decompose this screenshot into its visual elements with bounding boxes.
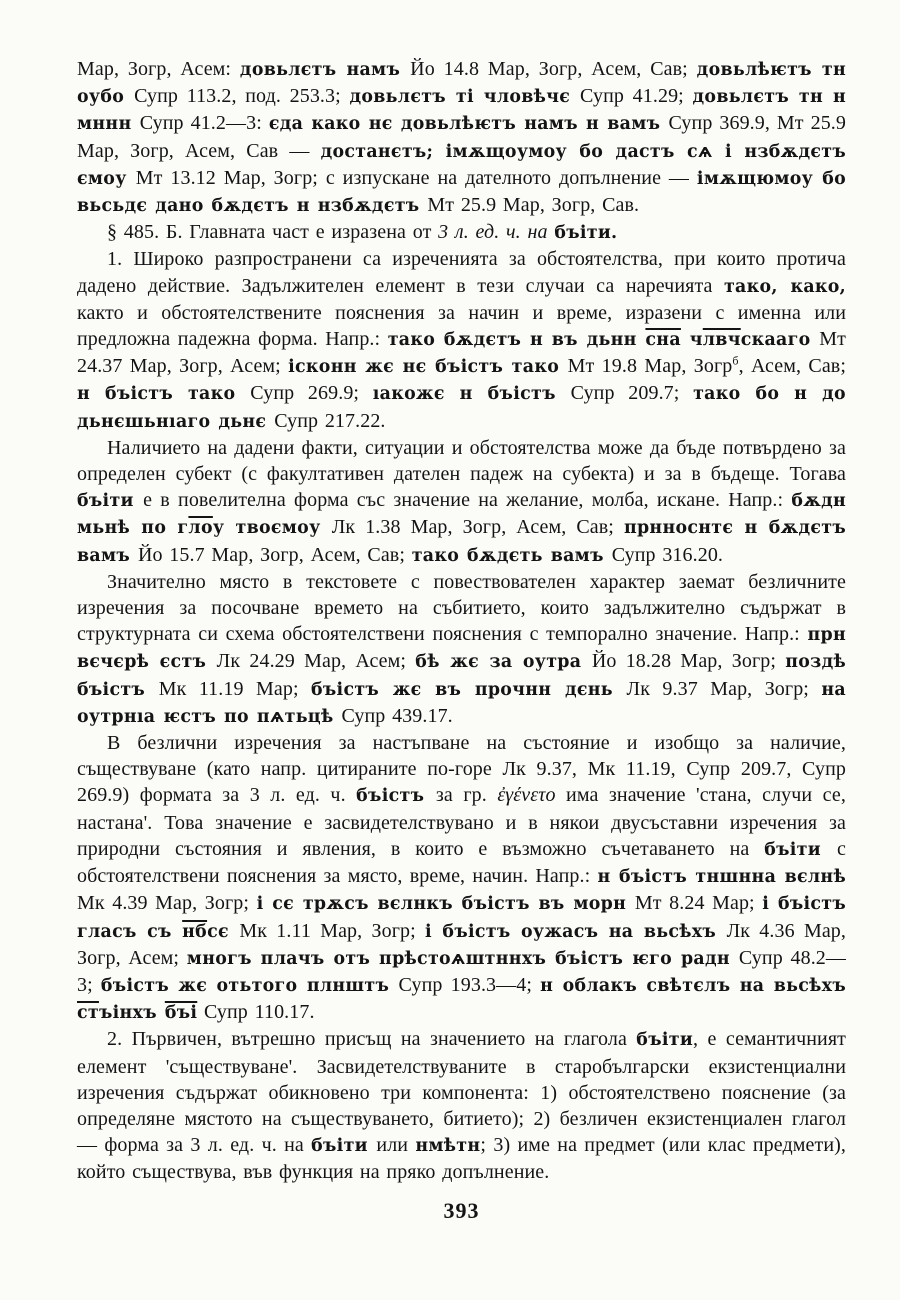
ocs-quote-run: єда како нє довьлѣѥтъ намъ н вамъ [268,114,669,135]
text-run: за гр. [435,784,498,807]
text-run: Супр 113.2, под. 253.3; [134,85,350,108]
paragraph-5 [77,569,846,730]
text-run: Супр 110.17. [197,1001,315,1024]
text-run: Лк 9.37 Мар, Зогр; [626,677,822,700]
text-run: , е семантичният елемент 'съществуване'. Засвидетелствуваните в старобългарски екзистенциални изречения съдържат обикновено три компонента: 1) обстоятелствено пояснение (за определяне мястото на съществуването, битието); 2) безличен екзистенциален глагол — форма за 3 л. ед. ч. на [77,1028,846,1157]
text-run: Йо 15.7 Мар, Зогр, Асем, Сав; [137,543,412,566]
paragraph-6 [77,730,846,1026]
text-run: Наличието на дадени факти, ситуации и обстоятелства може да бъде потвърдено за определен субект (с факултативен дателен падеж на субекта) и за в бъдеще. Тогава [77,436,846,486]
ocs-quote-run: сє [207,921,240,942]
page-number: 393 [443,1197,480,1223]
text-run: има значение 'стана, случи се, настана'. Това значение е засвидетелствувано и в някои двусъставни изречения за природни състояния и явления, в които е възможно съчетаването на [77,784,846,860]
text-run: или [376,1134,416,1157]
ocs-abbreviation-run: лвч [702,330,741,351]
text-run: Супр 41.2—3: [139,112,269,135]
text-run: В безлични изречения за настъпване на състояние и изобщо за наличие, съществуване (като напр. цитираните по-горе Лк 9.37, Мк 11.19, Супр 209.7, Супр 269.9) формата за 3 л. ед. ч. [77,732,846,807]
text-run: Мк 1.11 Мар, Зогр; [239,919,426,942]
text-run: Мк 11.19 Мар; [158,677,312,700]
ocs-quote-run: бъістъ [356,786,436,807]
ocs-quote-run: на оутрнıа ѥстъ по пѧтьцѣ [77,679,846,727]
ocs-quote-run: ч [680,330,703,351]
greek-run: ἐγένετο [497,784,567,807]
text-run: Супр 209.7; [570,382,694,405]
text-run: Супр 217.22. [274,409,386,432]
paragraph-2 [77,219,846,246]
ocs-quote-run: тако, како, [723,276,846,297]
text-block [77,56,846,1186]
text-run: Супр 193.3—4; [398,973,541,996]
text-run: Супр 439.17. [341,704,453,727]
ocs-quote-run: довьлєтъ тн н мннн [77,87,846,135]
ocs-quote-run: нмѣтн [415,1136,481,1157]
text-run: както и обстоятелствените пояснения за начин и време, изразени с именна или предложна падежна форма. Напр.: [77,301,846,351]
italic-run: 3 л. ед. ч. на [438,221,555,244]
ocs-quote-run: довьлєтъ ті чловѣчє [349,87,581,108]
ocs-quote-run: бъіти [636,1030,694,1051]
ocs-quote-run: тако бѫдєть вамъ [411,545,612,566]
text-run: Супр 369.9, Мт 25.9 Мар, Зогр, Асем, Сав — [77,112,846,162]
text-run: 2. Първичен, вътрешно присъщ на значението на глагола [107,1028,637,1051]
ocs-quote-run: бѫдн мьнѣ по г [77,491,846,539]
text-run: Супр 269.9; [250,382,373,405]
ocs-quote-run: ъінхъ [98,1003,165,1024]
text-run: Лк 4.36 Мар, Зогр, Асем; [77,919,847,969]
text-run: Супр 41.29; [580,85,693,108]
text-run: Йо 18.28 Мар, Зогр; [591,650,786,673]
ocs-abbreviation-run: ст [77,1003,99,1024]
text-run: Значително място в текстовете с повествователен характер заемат безличните изречения за посочване времето на събитието, които задължително съдържат в структурната си схема обстоятелствени пояснения с темпорално значение. Напр.: [77,570,846,646]
ocs-quote-run: бѣ жє за оутра [415,652,592,673]
ocs-abbreviation-run: ло [188,518,213,539]
ocs-quote-run: і бъістъ гласъ съ [77,894,846,942]
ocs-quote-run: ісконн жє нє бъістъ тако [288,357,568,378]
text-run: Мар, Зогр, Асем: [77,58,240,80]
text-run: , Асем, Сав; [738,355,847,378]
text-run: ; 3) име на предмет (или клас предмети), който съществува, във функция на пряко допълнение. [77,1134,846,1184]
text-run: Мт 24.37 Мар, Зогр, Асем; [77,328,846,378]
ocs-quote-run: прнноснтє н бѫдєтъ вамъ [77,518,846,566]
ocs-quote-run: тако бѫдєтъ н въ дьнн [387,330,646,351]
ocs-quote-run: н облакъ свѣтєлъ на вьсѣхъ [540,975,846,996]
text-run: Мк 4.39 Мар, Зогр; [77,892,257,915]
ocs-abbreviation-run: сна [645,330,681,351]
ocs-quote-run: довьлѣѥтъ тн оубо [77,60,846,108]
text-run: Лк 1.38 Мар, Зогр, Асем, Сав; [331,516,624,539]
ocs-quote-run: прн вєчєрѣ єстъ [77,625,846,673]
text-run: Мт 8.24 Мар; [634,892,763,915]
ocs-quote-run: многъ плачъ отъ прѣстоѧштннхъ бъістъ ѥго радн [186,948,739,969]
paragraph-4 [77,435,846,569]
ocs-quote-run: н бъістъ тако [77,384,251,405]
ocs-quote-run: тако бо н до дьнєшьнıаго дьнє [77,384,846,432]
paragraph-7 [77,1026,846,1185]
ocs-quote-run: поздѣ бъістъ [77,652,846,700]
ocs-quote-run: бъістъ жє отьтого плнштъ [100,975,399,996]
text-run: § 485. Б. Главната част е изразена от [107,221,439,244]
text-run: 1. Широко разпространени са изреченията за обстоятелства, при които протича дадено действие. Задължителен елемент в тези случаи са наречията [77,248,846,297]
superscript-run: б [732,353,739,368]
ocs-quote-run: бъістъ жє въ прочнн дєнь [311,679,627,700]
text-run: Супр 316.20. [611,543,724,566]
ocs-abbreviation-run: бъі [164,1003,198,1024]
ocs-quote-run: бъіти. [554,223,618,244]
ocs-quote-run: і сє трѫсъ вєлнкъ бъістъ въ морн [256,894,635,915]
text-run: Мт 25.9 Мар, Зогр, Сав. [427,194,640,217]
text-run: Йо 14.8 Мар, Зогр, Асем, Сав; [410,58,697,80]
ocs-quote-run: і бъістъ оужасъ на вьсѣхъ [425,921,727,942]
text-run: с обстоятелствени пояснения за място, време, начин. Напр.: [77,837,846,888]
ocs-quote-run: скааго [740,330,820,351]
ocs-quote-run: бъіти [77,491,144,512]
text-run: е в повелителна форма със значение на желание, молба, искане. Напр.: [143,489,792,512]
text-run: Мт 13.12 Мар, Зогр; с изпускане на дателното допълнение — [135,166,697,189]
ocs-quote-run: у твоємоу [212,518,332,539]
ocs-quote-run: бъіти [764,839,838,860]
ocs-quote-run: ıакожє н бъістъ [372,384,571,405]
ocs-quote-run: бъіти [311,1136,377,1157]
text-run: Лк 24.29 Мар, Асем; [216,650,416,673]
ocs-quote-run: довьлєтъ намъ [239,60,411,80]
ocs-abbreviation-run: нб [182,921,208,942]
ocs-quote-run: н бъістъ тншнна вєлнѣ [597,867,846,888]
ocs-quote-run: імѫщюмоу бо вьсьдє дано бѫдєтъ н нзбѫдєтъ [77,168,846,217]
paragraph-3 [77,246,846,434]
text-run: Мт 19.8 Мар, Зогр [567,355,733,378]
paragraph-1 [77,56,846,219]
text-run: Супр 48.2—3; [77,946,847,996]
ocs-quote-run: достанєтъ; імѫщоумоу бо дастъ сѧ і нзбѫдєтъ ємоу [77,141,847,189]
